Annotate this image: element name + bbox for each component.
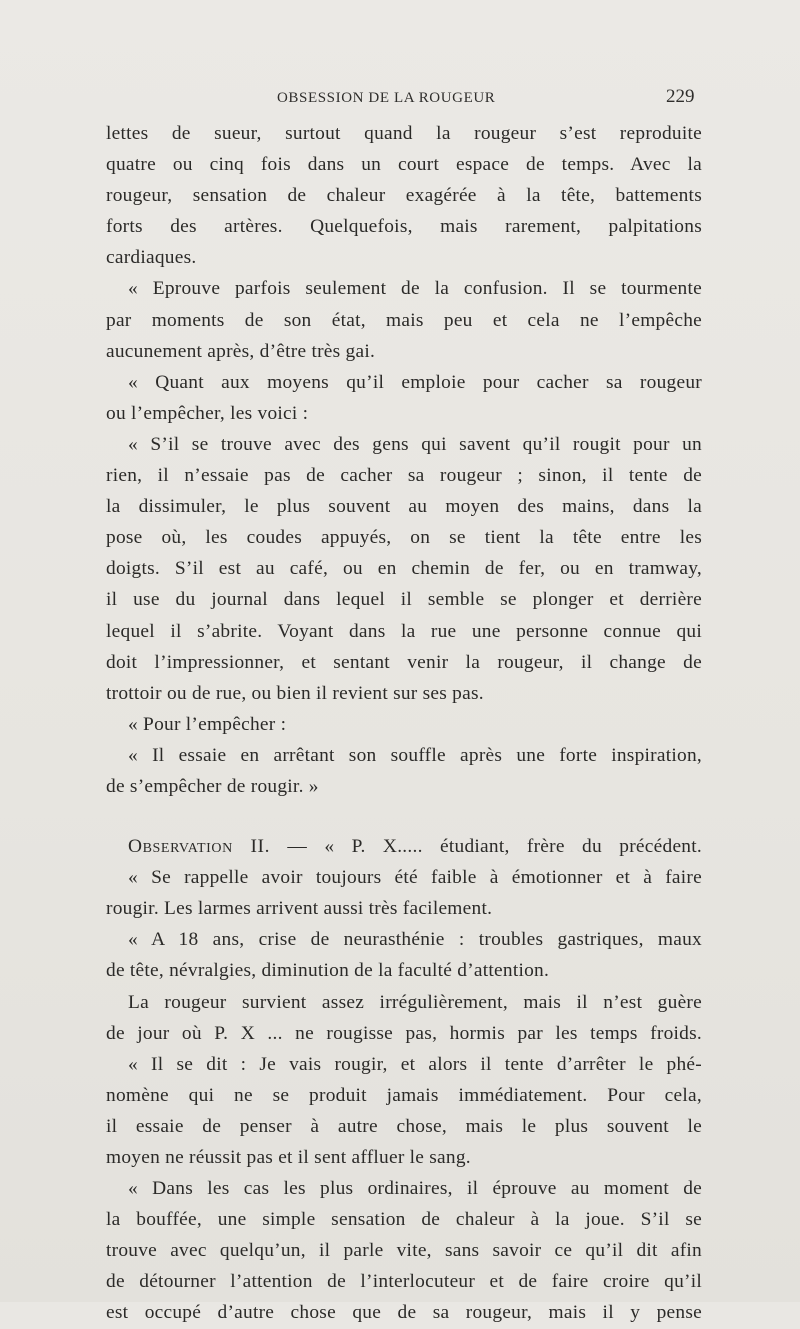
text-line: « A 18 ans, crise de neurasthénie : troubles gastriques, maux [128, 929, 702, 951]
text-line: doigts. S’il est au café, ou en chemin de fer, ou en tramway, [106, 558, 702, 580]
text-line: pose où, les coudes appuyés, on se tient la tête entre les [106, 527, 702, 549]
text-line: quatre ou cinq fois dans un court espace de temps. Avec la [106, 154, 702, 176]
text-line: « S’il se trouve avec des gens qui savent qu’il rougit pour un [128, 433, 702, 455]
text-line: il essaie de penser à autre chose, mais le plus souvent le [106, 1115, 702, 1137]
text-line: lequel il s’abrite. Voyant dans la rue une personne connue qui [106, 620, 702, 642]
text-line: rougir. Les larmes arrivent aussi très facilement. [106, 898, 493, 920]
body-text [106, 118, 702, 1329]
text-line: par moments de son état, mais peu et cela ne l’empêche [106, 309, 702, 331]
text-line: rougeur, sensation de chaleur exagérée à la tête, battements [106, 185, 702, 207]
text-line: « Pour l’empêcher : [128, 713, 287, 735]
text-line: « Il se dit : Je vais rougir, et alors il tente d’arrêter le phé- [128, 1053, 702, 1075]
text-line: trouve avec quelqu’un, il parle vite, sans savoir ce qu’il dit afin [106, 1240, 702, 1262]
running-title: OBSESSION DE LA ROUGEUR [277, 90, 496, 106]
text-line: de détourner l’attention de l’interlocuteur et de faire croire qu’il [106, 1271, 702, 1293]
text-line: il use du journal dans lequel il semble se plonger et derrière [106, 589, 702, 611]
text-line: lettes de sueur, surtout quand la rougeur s’est reproduite [106, 123, 702, 144]
text-line: de tête, névralgies, diminution de la faculté d’attention. [106, 960, 550, 982]
text-line: trottoir ou de rue, ou bien il revient sur ses pas. [106, 682, 484, 704]
text-line: la bouffée, une simple sensation de chaleur à la joue. S’il se [106, 1209, 702, 1231]
text-line: la dissimuler, le plus souvent au moyen des mains, dans la [106, 496, 702, 518]
observation-label: Observation II. [128, 836, 271, 858]
text-line: de s’empêcher de rougir. » [106, 775, 319, 797]
text-line: ou l’empêcher, les voici : [106, 402, 309, 424]
text-line: cardiaques. [106, 247, 197, 269]
text-line: La rougeur survient assez irrégulièrement, mais il n’est guère [128, 991, 702, 1013]
text-line: « Quant aux moyens qu’il emploie pour cacher sa rougeur [128, 371, 702, 393]
text-line: rien, il n’essaie pas de cacher sa rougeur ; sinon, il tente de [106, 465, 702, 487]
text-line: « Se rappelle avoir toujours été faible à émotionner et à faire [128, 867, 702, 889]
text-line: « Dans les cas les plus ordinaires, il éprouve au moment de [128, 1178, 702, 1200]
text-line: forts des artères. Quelquefois, mais rarement, palpitations [106, 216, 702, 238]
text-line: de jour où P. X ... ne rougisse pas, hormis par les temps froids. [106, 1022, 702, 1044]
running-header [0, 86, 800, 110]
observation-intro: — « P. X..... étudiant, frère du précédent. [270, 836, 702, 858]
text-line: « Il essaie en arrêtant son souffle après une forte inspiration, [128, 744, 702, 766]
text-line: « Eprouve parfois seulement de la confusion. Il se tourmente [128, 278, 702, 300]
section-gap [106, 802, 702, 831]
text-line: est occupé d’autre chose que de sa rougeur, mais il y pense [106, 1302, 702, 1324]
page-number: 229 [666, 86, 695, 107]
observation-heading [106, 831, 702, 862]
text-line: doit l’impressionner, et sentant venir la rougeur, il change de [106, 651, 702, 673]
text-line: moyen ne réussit pas et il sent affluer le sang. [106, 1147, 471, 1168]
text-line: nomène qui ne se produit jamais immédiatement. Pour cela, [106, 1084, 702, 1106]
text-line: aucunement après, d’être très gai. [106, 340, 376, 362]
